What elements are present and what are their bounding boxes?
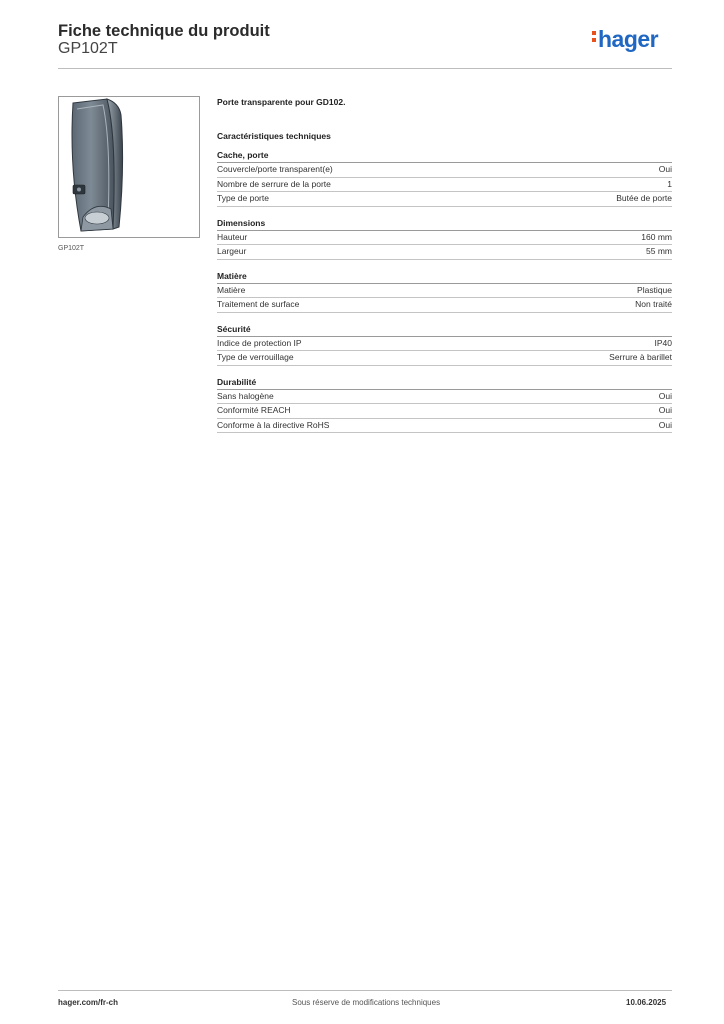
group-title: Dimensions xyxy=(217,217,672,231)
spec-group-cache-porte xyxy=(217,149,672,207)
spec-value: 160 mm xyxy=(641,231,672,242)
footer-divider xyxy=(58,990,672,991)
group-title: Durabilité xyxy=(217,376,672,390)
spec-label: Traitement de surface xyxy=(217,299,300,309)
spec-label: Type de verrouillage xyxy=(217,352,294,362)
spec-value: Serrure à barillet xyxy=(609,352,672,362)
spec-group-matiere xyxy=(217,270,672,313)
spec-row xyxy=(217,351,672,366)
spec-label: Conformité REACH xyxy=(217,405,291,415)
spec-label: Type de porte xyxy=(217,193,269,203)
hager-logo[interactable] xyxy=(592,26,658,53)
page-title: Fiche technique du produit xyxy=(58,22,270,40)
image-caption: GP102T xyxy=(58,245,85,252)
spec-group-securite xyxy=(217,323,672,366)
product-image-frame xyxy=(58,96,200,238)
spec-row xyxy=(217,245,672,260)
spec-label: Largeur xyxy=(217,246,247,256)
group-title: Cache, porte xyxy=(217,149,672,163)
specifications xyxy=(217,96,672,433)
logo-dots-icon xyxy=(592,26,597,42)
spec-row xyxy=(217,163,672,178)
section-heading: Caractéristiques techniques xyxy=(217,131,331,141)
spec-label: Nombre de serrure de la porte xyxy=(217,178,331,189)
spec-label: Matière xyxy=(217,284,246,295)
spec-value: Oui xyxy=(658,419,672,430)
footer-website-link[interactable]: hager.com/fr-ch xyxy=(58,998,119,1007)
spec-value: Butée de porte xyxy=(616,193,672,203)
product-description: Porte transparente pour GD102. xyxy=(217,97,346,107)
spec-value: Oui xyxy=(658,164,672,174)
spec-value: Oui xyxy=(658,390,672,401)
header-divider xyxy=(58,68,672,69)
footer-notice: Sous réserve de modifications techniques xyxy=(292,998,441,1007)
product-door-image xyxy=(59,97,199,237)
spec-row xyxy=(217,298,672,313)
product-code: GP102T xyxy=(58,40,118,57)
spec-row xyxy=(217,192,672,207)
spec-value: Oui xyxy=(658,405,672,415)
spec-row xyxy=(217,404,672,419)
spec-value: Non traité xyxy=(635,299,672,309)
spec-value: 1 xyxy=(667,178,672,189)
spec-row xyxy=(217,178,672,193)
spec-value: 55 mm xyxy=(646,246,672,256)
spec-group-dimensions xyxy=(217,217,672,260)
group-title: Sécurité xyxy=(217,323,672,337)
group-title: Matière xyxy=(217,270,672,284)
spec-label: Couvercle/porte transparent(e) xyxy=(217,164,333,174)
spec-group-durabilite xyxy=(217,376,672,434)
spec-row xyxy=(217,284,672,299)
spec-value: Plastique xyxy=(637,284,672,295)
spec-row xyxy=(217,419,672,434)
spec-label: Sans halogène xyxy=(217,390,274,401)
spec-row xyxy=(217,231,672,246)
spec-label: Hauteur xyxy=(217,231,248,242)
footer-date: 10.06.2025 xyxy=(626,998,667,1007)
spec-label: Conforme à la directive RoHS xyxy=(217,419,330,430)
spec-groups xyxy=(217,149,672,433)
logo-text: hager xyxy=(598,26,659,52)
spec-value: IP40 xyxy=(654,337,672,348)
spec-row xyxy=(217,390,672,405)
spec-label: Indice de protection IP xyxy=(217,337,302,348)
spec-row xyxy=(217,337,672,352)
